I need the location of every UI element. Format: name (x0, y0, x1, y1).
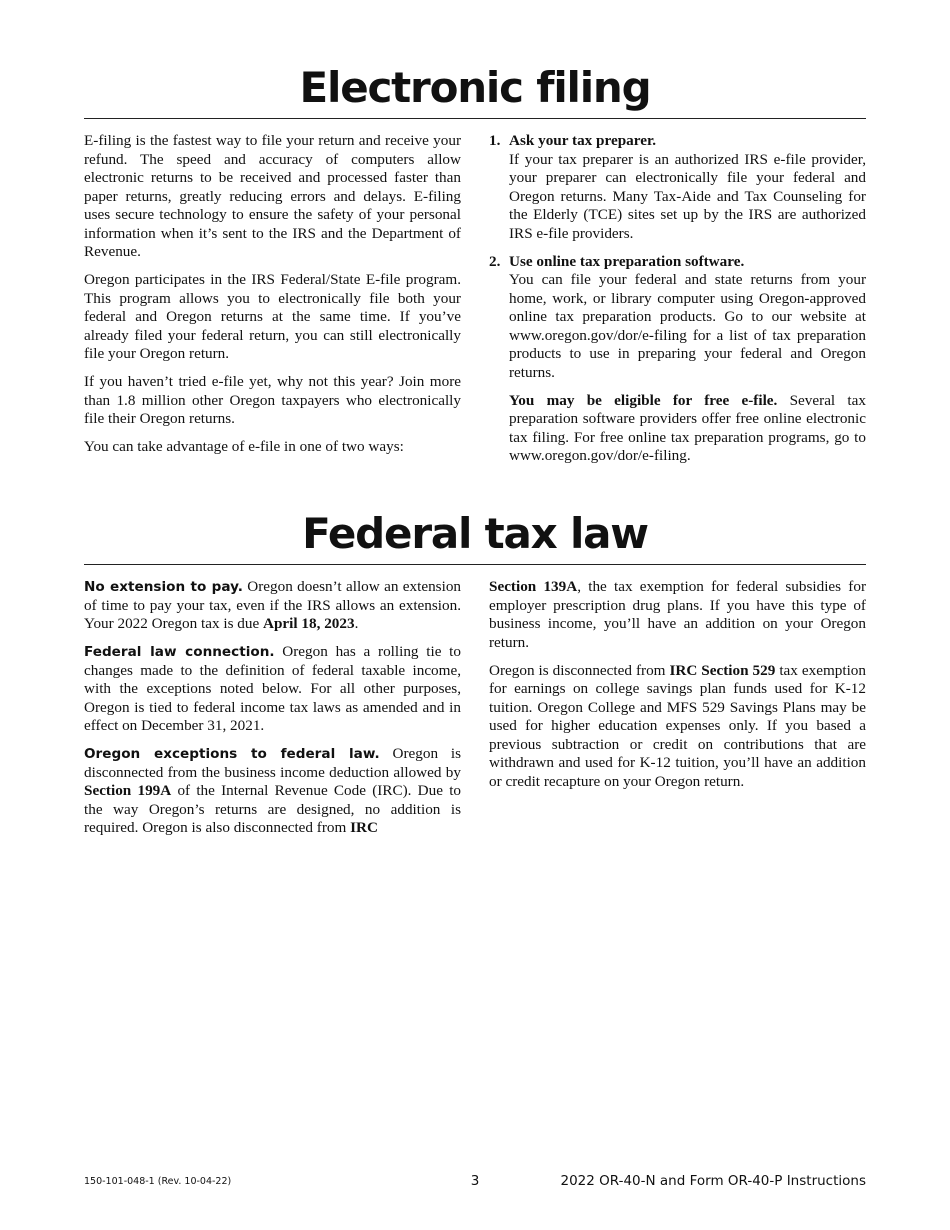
document-page (84, 0, 866, 1230)
efile-title-rule (84, 118, 866, 119)
footer-page-number: 3 (470, 1173, 480, 1189)
efile-paragraph-3: If you haven’t tried e-file yet, why not this year? Join more than 1.8 million other Oregon taxpayers who electronically file their Oregon returns. (84, 373, 461, 427)
federal-title-rule (84, 564, 866, 565)
option-1-text: If your tax preparer is an authorized IRS e-file provider, your preparer can electronically file your federal and Oregon returns. Many Tax-Aide and Tax Counseling for the Elderly (TCE) sites set up by the IRS are authorized IRS e-file providers. (509, 150, 866, 242)
federal-right-column (489, 578, 866, 801)
law-connection-paragraph (84, 643, 461, 736)
no-extension-paragraph (84, 578, 461, 634)
law-connection-text: Oregon has a rolling tie to changes made to the definition of federal taxable income, with the exceptions noted below. For all other purposes, Oregon is tied to federal income tax laws as amended and in effect on December 31, 2021. (84, 643, 461, 734)
section-529: IRC Section 529 (669, 661, 776, 679)
footer-form-number: 150-101-048-1 (Rev. 10-04-22) (84, 1176, 232, 1187)
option-1-heading: Ask your tax preparer. (509, 132, 657, 149)
efile-paragraph-2: Oregon participates in the IRS Federal/State E-file program. This program allows you to electronically file both your federal and Oregon returns at the same time. If you’ve already filed your federal return, you can still electronically file your Oregon return. (84, 271, 461, 362)
efile-paragraph-4: You can take advantage of e-file in one of two ways: (84, 438, 404, 455)
footer-doc-title: 2022 OR-40-N and Form OR-40-P Instructions (560, 1173, 866, 1189)
exceptions-text-b: of the Internal Revenue Code (IRC). Due to the way Oregon’s returns are designed, no addition is required. Oregon is also disconnected from (84, 782, 462, 836)
exceptions-text-a: Oregon is disconnected from the business income deduction allowed by (84, 745, 461, 781)
free-efile-heading: You may be eligible for free e-file. (509, 391, 778, 409)
efile-option-2 (489, 253, 866, 383)
free-efile-paragraph (489, 392, 866, 466)
federal-left-column (84, 578, 461, 847)
irc-ref: IRC (350, 819, 378, 836)
efile-option-1 (489, 132, 866, 243)
efile-paragraph-1: E-filing is the fastest way to file your return and receive your refund. The speed and accuracy of computers allow electronic returns to be received and processed faster than paper returns, greatly reducing errors and delays. E-filing uses secure technology to ensure the safety of your personal information when it’s sent to the IRS and the Department of Revenue. (84, 132, 461, 260)
efile-left-column (84, 132, 461, 466)
federal-title: Federal tax law (302, 509, 648, 558)
option-1-number: 1. (489, 132, 501, 149)
section-529-text-a: Oregon is disconnected from (489, 661, 670, 679)
no-extension-heading: No extension to pay. (84, 579, 243, 595)
section-139a-paragraph (489, 578, 866, 652)
free-efile-text: Several tax preparation software providers offer free online electronic tax filing. For free online tax preparation programs, go to www.oregon.gov/dor/e-filing. (509, 391, 866, 464)
option-2-heading: Use online tax preparation software. (509, 252, 745, 270)
exceptions-heading: Oregon exceptions to federal law. (84, 746, 380, 762)
option-2-number: 2. (489, 252, 501, 270)
section-529-paragraph (489, 662, 866, 792)
law-connection-heading: Federal law connection. (84, 644, 275, 660)
efile-title: Electronic filing (299, 63, 651, 112)
exceptions-paragraph (84, 745, 461, 838)
no-extension-end: . (354, 615, 359, 632)
due-date: April 18, 2023 (263, 615, 355, 632)
section-139a-text: , the tax exemption for federal subsidies for employer prescription drug plans. If you have this type of business income, you’ll have an addition on your Oregon return. (489, 578, 866, 651)
section-529-text-b: tax exemption for earnings on college savings plan funds used for K-12 tuition. Oregon College and MFS 529 Savings Plans may be used for higher education expenses only. If you based a previous subtraction or credit on contributions that are withdrawn and used for K-12 tuition, you’ll have an addition or credit recapture on your Oregon return. (489, 661, 866, 790)
section-199a: Section 199A (84, 782, 172, 799)
section-139a: Section 139A (489, 578, 578, 595)
efile-right-column (489, 132, 866, 475)
option-2-text: You can file your federal and state returns from your home, work, or library computer using Oregon-approved online tax preparation products. Go to our website at www.oregon.gov/dor/e-filing for a list of tax preparation products to use in preparing your federal and Oregon returns. (509, 271, 866, 381)
no-extension-text: Oregon doesn’t allow an extension of time to pay your tax, even if the IRS allows an extension. Your 2022 Oregon tax is due (84, 578, 462, 632)
